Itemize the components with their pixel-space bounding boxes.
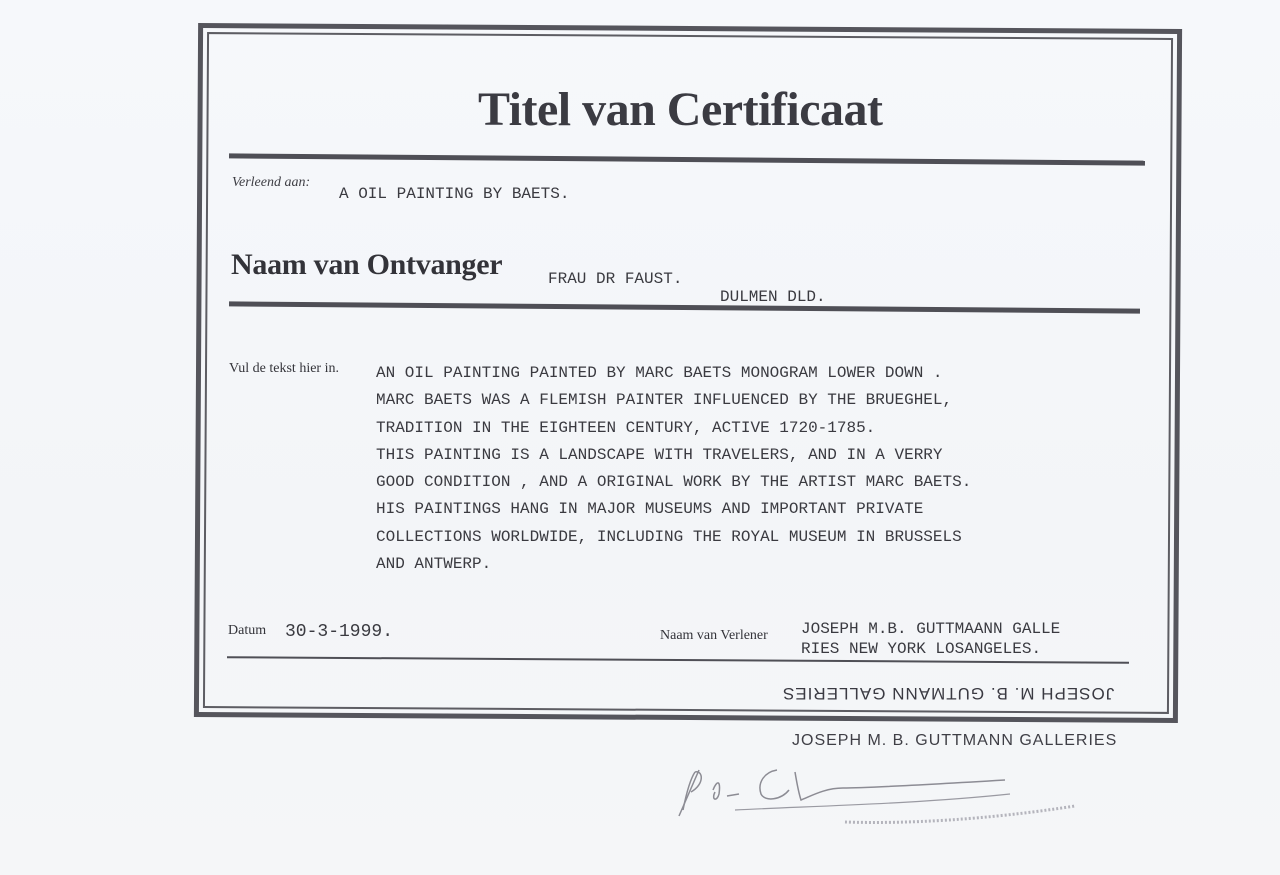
body-line: GOOD CONDITION , AND A ORIGINAL WORK BY THE ARTIST MARC BAETS. [376, 473, 972, 492]
gallery-stamp: JOSEPH M. B. GUTTMANN GALLERIES [792, 732, 1118, 749]
body-line: AND ANTWERP. [376, 555, 492, 574]
recipient-city: DULMEN DLD. [720, 288, 826, 306]
datum-label: Datum [228, 623, 267, 638]
text-label: Vul de tekst hier in. [229, 361, 339, 376]
issuer-label: Naam van Verlener [660, 628, 768, 643]
verleend-value: A OIL PAINTING BY BAETS. [339, 185, 570, 203]
issuer-line-1: JOSEPH M.B. GUTTMAANN GALLE [801, 620, 1061, 638]
datum-value: 30-3-1999. [285, 622, 394, 642]
body-line: AN OIL PAINTING PAINTED BY MARC BAETS MONOGRAM LOWER DOWN . [376, 364, 943, 382]
body-line: TRADITION IN THE EIGHTEEN CENTURY, ACTIVE 1720-1785. [376, 418, 876, 437]
recipient-name: FRAU DR FAUST. [548, 270, 683, 288]
certificate-body-text [376, 360, 971, 578]
body-line: COLLECTIONS WORLDWIDE, INCLUDING THE ROYAL MUSEUM IN BRUSSELS [376, 527, 962, 546]
upside-down-gallery-stamp: JOSEPH M. B. GUTMANN GALLERIES [782, 684, 1115, 703]
certificate-title: Titel van Certificaat [478, 83, 883, 136]
body-line: MARC BAETS WAS A FLEMISH PAINTER INFLUENCED BY THE BRUEGHEL, [376, 391, 953, 410]
body-line: THIS PAINTING IS A LANDSCAPE WITH TRAVELERS, AND IN A VERRY [376, 445, 943, 464]
body-line: HIS PAINTINGS HANG IN MAJOR MUSEUMS AND IMPORTANT PRIVATE [376, 500, 924, 519]
handwritten-signature [665, 750, 1085, 840]
issuer-line-2: RIES NEW YORK LOSANGELES. [801, 640, 1042, 658]
verleend-label: Verleend aan: [232, 175, 311, 190]
recipient-label: Naam van Ontvanger [231, 248, 503, 281]
